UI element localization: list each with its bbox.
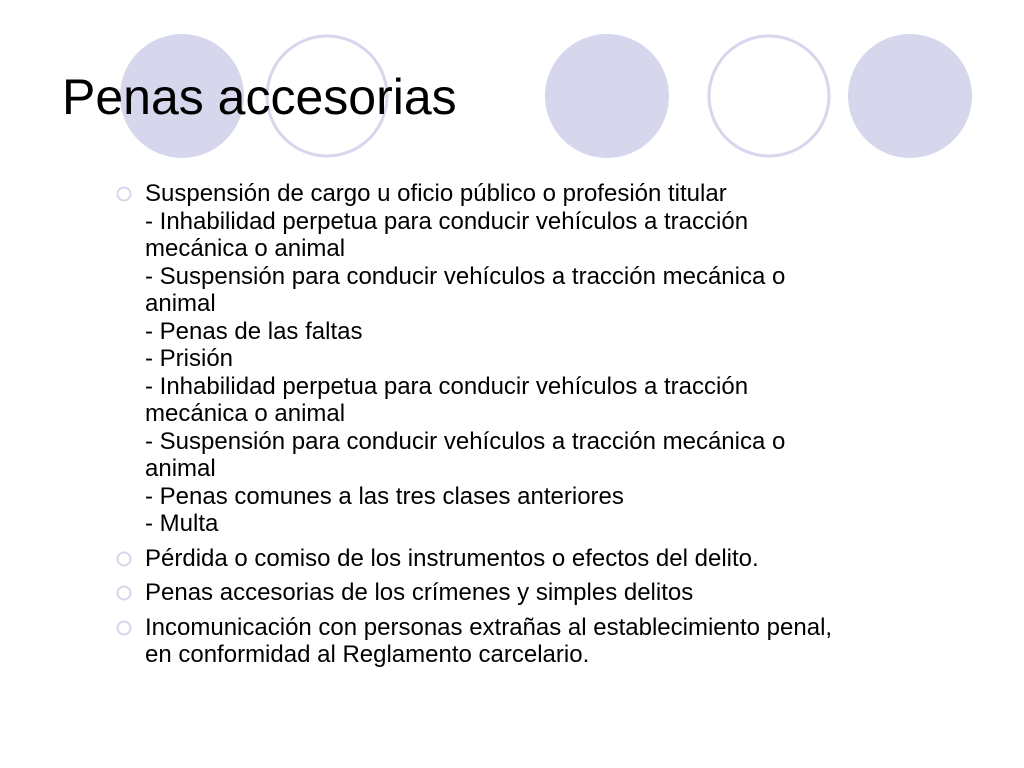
bullet-line: - Penas de las faltas	[145, 317, 363, 345]
bullet-line: - Prisión	[145, 345, 234, 372]
bullet-line: - Suspensión para conducir vehículos a tracción mecánica o	[145, 427, 786, 455]
bullet-line: en conformidad al Reglamento carcelario.	[145, 641, 590, 668]
hollow-circle-icon	[116, 620, 132, 636]
bullet-line: animal	[145, 455, 216, 482]
bullet-line: mecánica o animal	[145, 400, 346, 427]
bullet-line: - Penas comunes a las tres clases anteriores	[145, 482, 624, 510]
bullet-line: Penas accesorias de los crímenes y simples delitos	[145, 579, 694, 606]
bullet-line: - Suspensión para conducir vehículos a tracción mecánica o	[145, 262, 786, 290]
bullet-item	[116, 614, 996, 669]
bullet-item	[116, 545, 996, 573]
bullet-line: - Multa	[145, 510, 219, 537]
bullet-list	[116, 180, 996, 676]
hollow-circle-icon	[116, 186, 132, 202]
slide-title: Penas accesorias	[62, 69, 457, 125]
bullet-line: Pérdida o comiso de los instrumentos o efectos del delito.	[145, 544, 759, 572]
hollow-circle-icon	[116, 585, 132, 601]
bullet-line: mecánica o animal	[145, 235, 346, 262]
outline-circle-2	[709, 36, 829, 156]
filled-circle-2	[545, 34, 669, 158]
filled-circle-3	[848, 34, 972, 158]
bullet-item	[116, 180, 996, 538]
bullet-line: Incomunicación con personas extrañas al establecimiento penal,	[145, 613, 833, 641]
hollow-circle-icon	[116, 551, 132, 567]
bullet-line: animal	[145, 290, 216, 317]
bullet-item	[116, 579, 996, 607]
bullet-line: - Inhabilidad perpetua para conducir vehículos a tracción	[145, 372, 749, 400]
bullet-line: Suspensión de cargo u oficio público o profesión titular	[145, 180, 727, 207]
bullet-line: - Inhabilidad perpetua para conducir vehículos a tracción	[145, 207, 749, 235]
